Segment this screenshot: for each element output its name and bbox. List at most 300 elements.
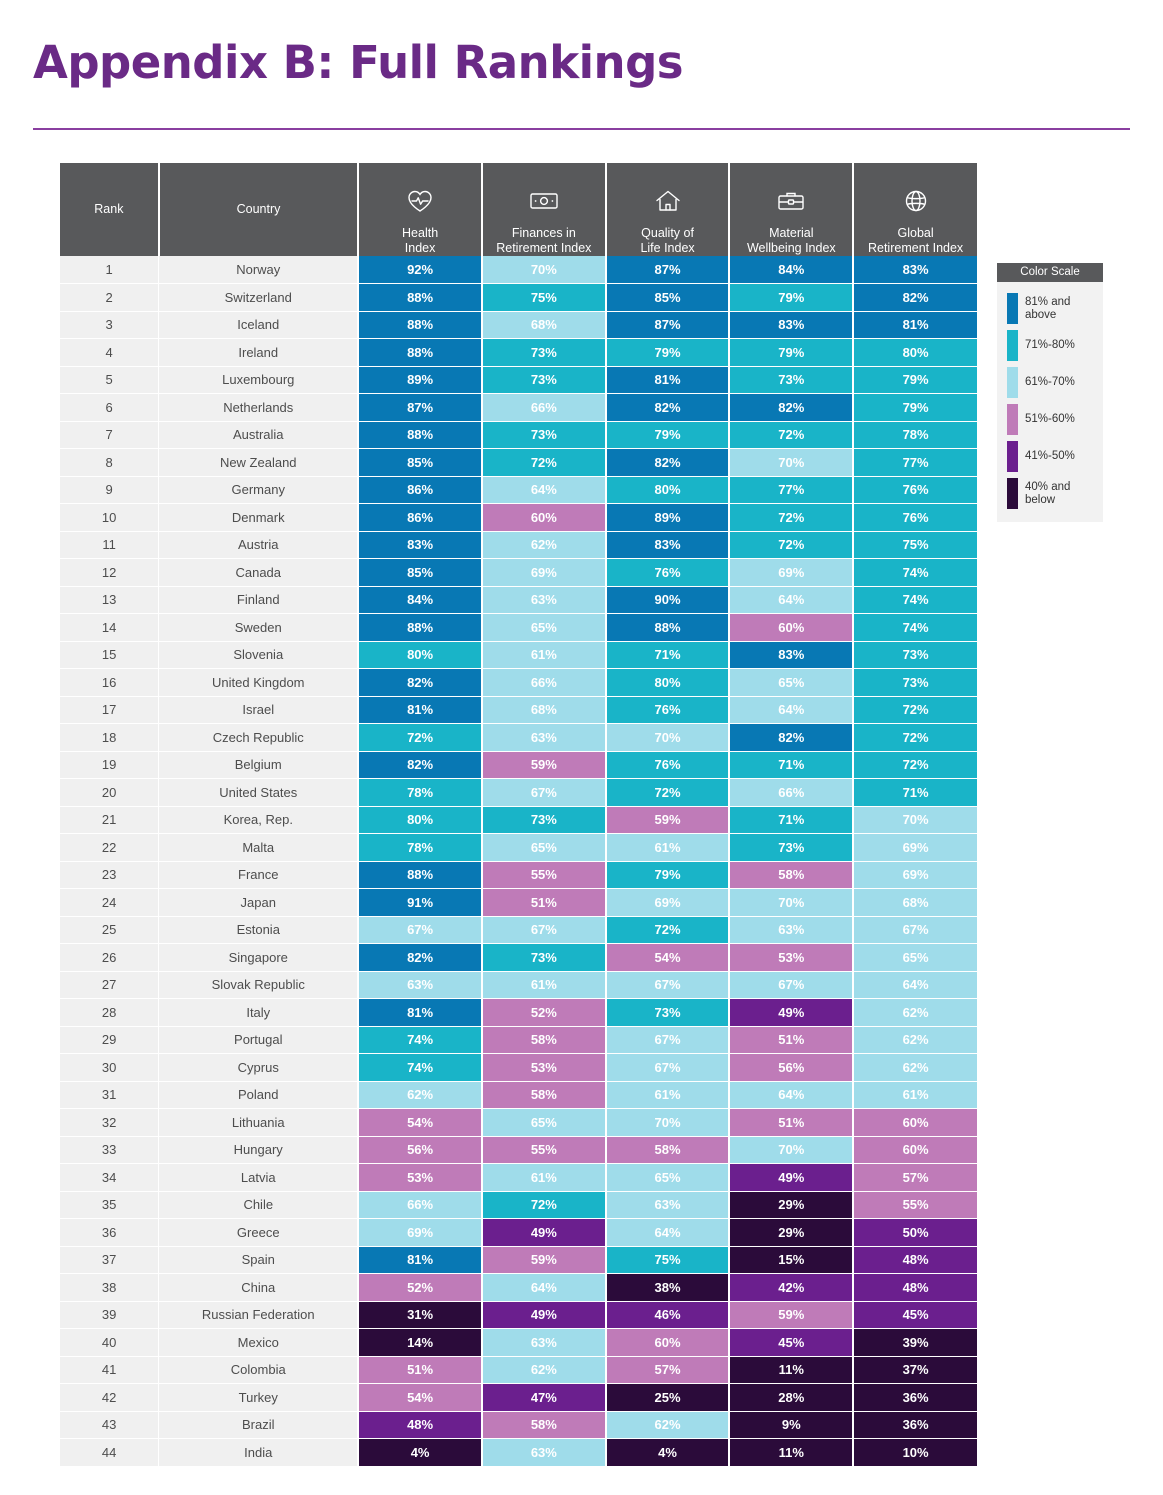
cell-rank: 3: [60, 311, 159, 339]
briefcase-icon: [730, 186, 852, 220]
cell-material-index: 83%: [729, 641, 853, 669]
cell-global-index: 73%: [853, 669, 977, 697]
cell-rank: 25: [60, 916, 159, 944]
cell-global-index: 65%: [853, 944, 977, 972]
cell-material-index: 60%: [729, 614, 853, 642]
cell-quality-index: 76%: [606, 751, 730, 779]
cell-global-index: 81%: [853, 311, 977, 339]
table-row: [60, 421, 977, 449]
cell-finances-index: 64%: [482, 476, 606, 504]
header-material-index: [729, 163, 853, 256]
cell-quality-index: 61%: [606, 1081, 730, 1109]
cell-finances-index: 52%: [482, 999, 606, 1027]
cell-material-index: 49%: [729, 999, 853, 1027]
table-row: [60, 256, 977, 284]
cell-rank: 23: [60, 861, 159, 889]
cell-rank: 21: [60, 806, 159, 834]
cell-finances-index: 73%: [482, 944, 606, 972]
cell-quality-index: 67%: [606, 971, 730, 999]
cell-finances-index: 70%: [482, 256, 606, 284]
header-rank-label: Rank: [94, 202, 124, 216]
table-row: [60, 834, 977, 862]
cell-rank: 44: [60, 1439, 159, 1467]
table-row: [60, 394, 977, 422]
cell-material-index: 73%: [729, 366, 853, 394]
cell-rank: 31: [60, 1081, 159, 1109]
cell-health-index: 81%: [358, 1246, 482, 1274]
cell-quality-index: 83%: [606, 531, 730, 559]
cell-country: Cyprus: [159, 1054, 359, 1082]
cell-finances-index: 63%: [482, 586, 606, 614]
cell-rank: 28: [60, 999, 159, 1027]
cell-material-index: 29%: [729, 1219, 853, 1247]
cell-global-index: 36%: [853, 1384, 977, 1412]
cell-global-index: 64%: [853, 971, 977, 999]
legend-item: [997, 290, 1103, 327]
cell-quality-index: 75%: [606, 1246, 730, 1274]
cell-country: Singapore: [159, 944, 359, 972]
table-row: [60, 1164, 977, 1192]
cell-finances-index: 63%: [482, 1329, 606, 1357]
cell-global-index: 74%: [853, 614, 977, 642]
cell-rank: 27: [60, 971, 159, 999]
cell-rank: 9: [60, 476, 159, 504]
cell-global-index: 37%: [853, 1356, 977, 1384]
cell-global-index: 69%: [853, 861, 977, 889]
table-row: [60, 751, 977, 779]
cell-material-index: 77%: [729, 476, 853, 504]
cell-health-index: 67%: [358, 916, 482, 944]
cell-country: Norway: [159, 256, 359, 284]
cell-global-index: 70%: [853, 806, 977, 834]
table-row: [60, 1439, 977, 1467]
cell-material-index: 66%: [729, 779, 853, 807]
cell-global-index: 61%: [853, 1081, 977, 1109]
table-row: [60, 1136, 977, 1164]
cell-health-index: 74%: [358, 1026, 482, 1054]
table-row: [60, 1109, 977, 1137]
table-row: [60, 779, 977, 807]
cell-health-index: 88%: [358, 311, 482, 339]
cell-finances-index: 73%: [482, 366, 606, 394]
cell-material-index: 64%: [729, 1081, 853, 1109]
cell-rank: 22: [60, 834, 159, 862]
cell-material-index: 51%: [729, 1026, 853, 1054]
cell-finances-index: 47%: [482, 1384, 606, 1412]
cell-country: United Kingdom: [159, 669, 359, 697]
cell-quality-index: 67%: [606, 1054, 730, 1082]
legend-item: [997, 401, 1103, 438]
cell-rank: 35: [60, 1191, 159, 1219]
cell-health-index: 48%: [358, 1411, 482, 1439]
cell-quality-index: 87%: [606, 256, 730, 284]
cell-country: New Zealand: [159, 449, 359, 477]
cell-rank: 12: [60, 559, 159, 587]
table-row: [60, 971, 977, 999]
cell-quality-index: 82%: [606, 394, 730, 422]
legend-item: [997, 475, 1103, 512]
cell-health-index: 86%: [358, 476, 482, 504]
cell-rank: 20: [60, 779, 159, 807]
table-row: [60, 531, 977, 559]
header-quality-label: Quality of Life Index: [640, 226, 695, 255]
legend-swatch: [1007, 441, 1018, 472]
cell-country: Latvia: [159, 1164, 359, 1192]
legend-item: [997, 364, 1103, 401]
cell-global-index: 76%: [853, 476, 977, 504]
cell-quality-index: 73%: [606, 999, 730, 1027]
table-row: [60, 559, 977, 587]
cell-quality-index: 61%: [606, 834, 730, 862]
table-row: [60, 916, 977, 944]
cell-country: France: [159, 861, 359, 889]
table-row: [60, 449, 977, 477]
cell-material-index: 59%: [729, 1301, 853, 1329]
cell-global-index: 60%: [853, 1136, 977, 1164]
cell-country: Slovak Republic: [159, 971, 359, 999]
cell-country: China: [159, 1274, 359, 1302]
cell-health-index: 88%: [358, 614, 482, 642]
cell-material-index: 69%: [729, 559, 853, 587]
cell-finances-index: 49%: [482, 1219, 606, 1247]
cell-rank: 5: [60, 366, 159, 394]
cell-health-index: 87%: [358, 394, 482, 422]
table-row: [60, 806, 977, 834]
cell-country: Iceland: [159, 311, 359, 339]
cell-health-index: 88%: [358, 284, 482, 312]
cell-health-index: 78%: [358, 779, 482, 807]
cell-rank: 24: [60, 889, 159, 917]
legend-label: 40% and below: [1025, 480, 1071, 506]
cell-material-index: 45%: [729, 1329, 853, 1357]
cell-quality-index: 58%: [606, 1136, 730, 1164]
table-row: [60, 1274, 977, 1302]
table-row: [60, 366, 977, 394]
cell-rank: 8: [60, 449, 159, 477]
cell-health-index: 82%: [358, 669, 482, 697]
cell-finances-index: 66%: [482, 669, 606, 697]
cell-country: Finland: [159, 586, 359, 614]
cell-global-index: 68%: [853, 889, 977, 917]
home-icon: [607, 186, 729, 220]
cell-global-index: 10%: [853, 1439, 977, 1467]
cell-rank: 39: [60, 1301, 159, 1329]
table-row: [60, 1411, 977, 1439]
cell-global-index: 75%: [853, 531, 977, 559]
cell-country: India: [159, 1439, 359, 1467]
cell-global-index: 62%: [853, 1054, 977, 1082]
cell-material-index: 84%: [729, 256, 853, 284]
header-country: [159, 163, 359, 256]
table-row: [60, 1219, 977, 1247]
cell-quality-index: 80%: [606, 669, 730, 697]
cell-material-index: 51%: [729, 1109, 853, 1137]
cell-country: Ireland: [159, 339, 359, 367]
cell-health-index: 81%: [358, 696, 482, 724]
cell-global-index: 83%: [853, 256, 977, 284]
cell-quality-index: 82%: [606, 449, 730, 477]
cell-quality-index: 69%: [606, 889, 730, 917]
cell-global-index: 55%: [853, 1191, 977, 1219]
cell-rank: 41: [60, 1356, 159, 1384]
cell-material-index: 64%: [729, 696, 853, 724]
header-rank: [60, 163, 159, 256]
legend-swatch: [1007, 404, 1018, 435]
cell-country: Luxembourg: [159, 366, 359, 394]
cell-finances-index: 61%: [482, 641, 606, 669]
table-row: [60, 586, 977, 614]
legend-label: 71%-80%: [1025, 339, 1075, 351]
cell-material-index: 63%: [729, 916, 853, 944]
cell-finances-index: 73%: [482, 339, 606, 367]
cell-material-index: 83%: [729, 311, 853, 339]
table-row: [60, 861, 977, 889]
legend-title: Color Scale: [997, 263, 1103, 282]
heart-pulse-icon: [359, 186, 481, 220]
cell-global-index: 50%: [853, 1219, 977, 1247]
cell-finances-index: 73%: [482, 806, 606, 834]
cell-country: Estonia: [159, 916, 359, 944]
table-row: [60, 1081, 977, 1109]
cell-global-index: 62%: [853, 1026, 977, 1054]
cell-health-index: 84%: [358, 586, 482, 614]
table-row: [60, 1026, 977, 1054]
table-row: [60, 1329, 977, 1357]
cell-material-index: 56%: [729, 1054, 853, 1082]
cell-finances-index: 51%: [482, 889, 606, 917]
cell-rank: 7: [60, 421, 159, 449]
cell-country: United States: [159, 779, 359, 807]
cell-material-index: 11%: [729, 1439, 853, 1467]
cell-country: Sweden: [159, 614, 359, 642]
cell-rank: 32: [60, 1109, 159, 1137]
cell-quality-index: 76%: [606, 696, 730, 724]
cell-material-index: 42%: [729, 1274, 853, 1302]
cell-rank: 18: [60, 724, 159, 752]
cell-material-index: 72%: [729, 531, 853, 559]
cell-finances-index: 72%: [482, 1191, 606, 1219]
cell-finances-index: 67%: [482, 779, 606, 807]
cell-health-index: 89%: [358, 366, 482, 394]
cell-quality-index: 70%: [606, 724, 730, 752]
cell-rank: 38: [60, 1274, 159, 1302]
cell-health-index: 63%: [358, 971, 482, 999]
cell-health-index: 82%: [358, 751, 482, 779]
table-row: [60, 504, 977, 532]
cell-quality-index: 79%: [606, 421, 730, 449]
legend-label: 51%-60%: [1025, 413, 1075, 425]
cell-material-index: 72%: [729, 421, 853, 449]
header-health-label: Health Index: [402, 226, 439, 255]
cell-health-index: 83%: [358, 531, 482, 559]
cell-health-index: 85%: [358, 559, 482, 587]
cell-health-index: 91%: [358, 889, 482, 917]
cell-finances-index: 68%: [482, 696, 606, 724]
cell-material-index: 71%: [729, 806, 853, 834]
cell-material-index: 9%: [729, 1411, 853, 1439]
cell-health-index: 62%: [358, 1081, 482, 1109]
cell-quality-index: 70%: [606, 1109, 730, 1137]
cell-global-index: 79%: [853, 394, 977, 422]
cell-health-index: 14%: [358, 1329, 482, 1357]
cell-finances-index: 62%: [482, 531, 606, 559]
cell-quality-index: 88%: [606, 614, 730, 642]
cell-finances-index: 60%: [482, 504, 606, 532]
table-row: [60, 944, 977, 972]
cell-rank: 40: [60, 1329, 159, 1357]
header-finances-index: [482, 163, 606, 256]
table-row: [60, 999, 977, 1027]
cell-country: Austria: [159, 531, 359, 559]
cell-quality-index: 64%: [606, 1219, 730, 1247]
cell-country: Germany: [159, 476, 359, 504]
cell-rank: 42: [60, 1384, 159, 1412]
cell-quality-index: 79%: [606, 339, 730, 367]
cell-global-index: 48%: [853, 1246, 977, 1274]
cell-country: Canada: [159, 559, 359, 587]
cell-finances-index: 66%: [482, 394, 606, 422]
header-country-label: Country: [236, 202, 281, 216]
cell-global-index: 73%: [853, 641, 977, 669]
legend-swatch: [1007, 367, 1018, 398]
table-body: [60, 256, 977, 1466]
cell-finances-index: 62%: [482, 1356, 606, 1384]
cell-global-index: 45%: [853, 1301, 977, 1329]
cell-country: Russian Federation: [159, 1301, 359, 1329]
cell-material-index: 79%: [729, 339, 853, 367]
cell-rank: 29: [60, 1026, 159, 1054]
cell-country: Mexico: [159, 1329, 359, 1357]
cell-finances-index: 65%: [482, 614, 606, 642]
cell-finances-index: 63%: [482, 724, 606, 752]
cell-health-index: 51%: [358, 1356, 482, 1384]
cell-rank: 4: [60, 339, 159, 367]
cell-finances-index: 59%: [482, 751, 606, 779]
header-global-index: [853, 163, 977, 256]
cell-rank: 34: [60, 1164, 159, 1192]
legend-swatch: [1007, 330, 1018, 361]
cell-country: Japan: [159, 889, 359, 917]
cell-global-index: 71%: [853, 779, 977, 807]
cell-health-index: 31%: [358, 1301, 482, 1329]
cell-material-index: 15%: [729, 1246, 853, 1274]
cell-global-index: 76%: [853, 504, 977, 532]
legend-label: 81% and above: [1025, 295, 1071, 321]
cell-quality-index: 46%: [606, 1301, 730, 1329]
cell-rank: 15: [60, 641, 159, 669]
cell-health-index: 72%: [358, 724, 482, 752]
table-row: [60, 614, 977, 642]
cell-health-index: 88%: [358, 339, 482, 367]
cell-rank: 33: [60, 1136, 159, 1164]
table-row: [60, 724, 977, 752]
cell-quality-index: 54%: [606, 944, 730, 972]
cell-health-index: 85%: [358, 449, 482, 477]
cell-health-index: 54%: [358, 1384, 482, 1412]
cell-health-index: 80%: [358, 806, 482, 834]
globe-icon: [854, 186, 977, 220]
cell-material-index: 79%: [729, 284, 853, 312]
cell-quality-index: 80%: [606, 476, 730, 504]
cell-country: Netherlands: [159, 394, 359, 422]
cell-country: Turkey: [159, 1384, 359, 1412]
cell-material-index: 49%: [729, 1164, 853, 1192]
cell-global-index: 60%: [853, 1109, 977, 1137]
cell-health-index: 80%: [358, 641, 482, 669]
cell-country: Poland: [159, 1081, 359, 1109]
color-scale-legend: [997, 263, 1103, 522]
cell-finances-index: 72%: [482, 449, 606, 477]
cell-quality-index: 76%: [606, 559, 730, 587]
cell-country: Israel: [159, 696, 359, 724]
cell-quality-index: 62%: [606, 1411, 730, 1439]
cell-global-index: 74%: [853, 586, 977, 614]
cell-quality-index: 60%: [606, 1329, 730, 1357]
cell-finances-index: 69%: [482, 559, 606, 587]
title-divider: [33, 128, 1130, 130]
cell-rank: 17: [60, 696, 159, 724]
legend-items: [997, 282, 1103, 522]
table-row: [60, 1356, 977, 1384]
cell-material-index: 11%: [729, 1356, 853, 1384]
cell-quality-index: 72%: [606, 779, 730, 807]
cell-quality-index: 4%: [606, 1439, 730, 1467]
cell-country: Chile: [159, 1191, 359, 1219]
cell-global-index: 48%: [853, 1274, 977, 1302]
cell-material-index: 28%: [729, 1384, 853, 1412]
cell-material-index: 64%: [729, 586, 853, 614]
cell-global-index: 74%: [853, 559, 977, 587]
cell-rank: 43: [60, 1411, 159, 1439]
cell-material-index: 65%: [729, 669, 853, 697]
full-rankings-table: [60, 163, 977, 1467]
cell-health-index: 88%: [358, 421, 482, 449]
cell-quality-index: 38%: [606, 1274, 730, 1302]
cell-rank: 10: [60, 504, 159, 532]
table-row: [60, 1191, 977, 1219]
cell-quality-index: 87%: [606, 311, 730, 339]
cell-health-index: 78%: [358, 834, 482, 862]
header-quality-index: [606, 163, 730, 256]
cell-quality-index: 79%: [606, 861, 730, 889]
table-row: [60, 1246, 977, 1274]
cell-rank: 2: [60, 284, 159, 312]
cell-finances-index: 73%: [482, 421, 606, 449]
cell-country: Hungary: [159, 1136, 359, 1164]
cell-global-index: 79%: [853, 366, 977, 394]
table-row: [60, 476, 977, 504]
cell-material-index: 82%: [729, 724, 853, 752]
cell-material-index: 53%: [729, 944, 853, 972]
cell-rank: 26: [60, 944, 159, 972]
table-row: [60, 889, 977, 917]
cell-material-index: 29%: [729, 1191, 853, 1219]
cell-quality-index: 71%: [606, 641, 730, 669]
table-row: [60, 641, 977, 669]
cell-health-index: 86%: [358, 504, 482, 532]
legend-label: 61%-70%: [1025, 376, 1075, 388]
cell-global-index: 82%: [853, 284, 977, 312]
cell-rank: 16: [60, 669, 159, 697]
cell-global-index: 62%: [853, 999, 977, 1027]
cell-finances-index: 63%: [482, 1439, 606, 1467]
cell-rank: 11: [60, 531, 159, 559]
header-health-index: [358, 163, 482, 256]
cell-country: Italy: [159, 999, 359, 1027]
cell-finances-index: 58%: [482, 1026, 606, 1054]
cell-global-index: 72%: [853, 696, 977, 724]
cell-quality-index: 63%: [606, 1191, 730, 1219]
